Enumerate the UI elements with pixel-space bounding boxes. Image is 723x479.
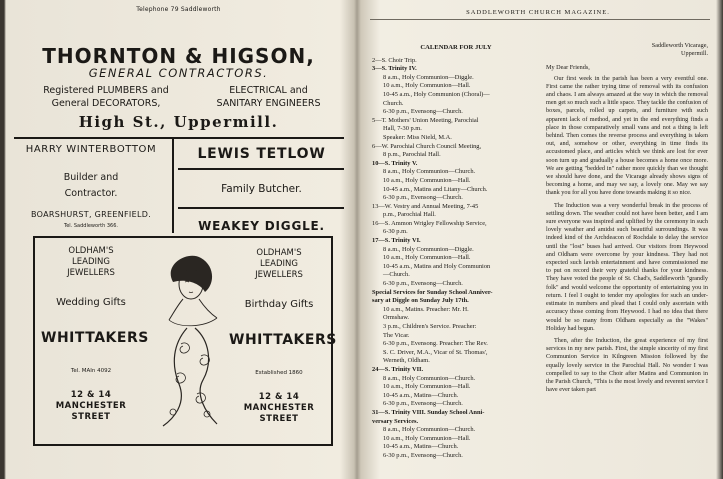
calendar-line: Church. xyxy=(383,99,404,107)
address-line: 12 & 14 xyxy=(258,392,300,402)
letter-paragraph: Our first week in the parish has been a very eventful one. First came the rather trying time of removal with its confusion and chaos. I am always amazed at the way in which the removal men get so much such a little space. They tackle the confusion of boxes, parcels, rolled up carpets, and furniture with such apparent lack of method, and yet in the end everything finds a place in those comparatively small vans and not a thing is left behind. Then comes the reverse process and everything is taken out, and, somehow or other, everything in time finds its accustomed place, and articles which we think are lost for ever soon turn up and gradually a house becomes a home once more. We are getting "bedded in" rather more quickly than we thought we should have done, and the Vicarage already shows signs of becoming a home, and may we say, a lovely one. May we say thank you for all you have done towards making it so nice. xyxy=(546,74,708,197)
calendar-line: 10 a.m., Matins. Preacher: Mr. H. xyxy=(383,305,469,313)
address-line: 12 & 14 xyxy=(70,390,112,400)
calendar-line: 8 a.m., Holy Communion—Church. xyxy=(383,374,476,382)
wedding-gifts: Wedding Gifts xyxy=(56,297,126,308)
calendar-line: 10-45 a.m., Matins—Church. xyxy=(383,391,459,399)
calendar-line: 16—S. Ammon Wrigley Fellowship Service, xyxy=(372,219,487,227)
tetlow-name: LEWIS TETLOW xyxy=(197,146,326,162)
winterbottom-trade xyxy=(16,170,166,202)
calendar-line: 10-45 a.m., Matins and Holy Communion xyxy=(383,262,491,270)
whittakers-left-col xyxy=(41,246,149,423)
calendar-line: 10-45 a.m., Holy Communion (Choral)— xyxy=(383,90,490,98)
calendar-line: 8 a.m., Holy Communion—Church. xyxy=(383,168,476,176)
electrical-sanitary xyxy=(196,84,341,110)
calendar-line: 10-45 a.m., Matins and Litany—Church. xyxy=(383,185,488,193)
calendar-line: 8 a.m., Holy Communion—Diggle. xyxy=(383,245,474,253)
jewellers-line: JEWELLERS xyxy=(67,268,115,278)
divider-vertical xyxy=(172,139,174,233)
calendar-line: 10 a.m., Holy Communion—Hall. xyxy=(383,434,471,442)
calendar-line: 3—S. Trinity IV. xyxy=(372,65,417,73)
letter-paragraph: Then, after the Induction, the great experience of my first services in my new parish. First, the simple sincerity of my first Communion Service in Kilngreen Mission followed by the equally lovely service in the Parochial Hall. No wonder I was compelled to say to the Choir after Matins and Communion in the Parish Church, "This is the most lovely and reverent service I have ever taken part xyxy=(546,336,708,394)
calendar-line: 6—W. Parochial Church Council Meeting, xyxy=(372,142,482,150)
winterbottom-name: HARRY WINTERBOTTOM xyxy=(25,144,157,155)
plumbers-decorators xyxy=(36,84,176,110)
whittakers-brand: WHITTAKERS xyxy=(229,332,337,348)
sanitary-line: SANITARY ENGINEERS xyxy=(216,98,321,109)
uppermill-street: High St., Uppermill. xyxy=(78,113,279,131)
calendar-line: Werneth, Oldham. xyxy=(383,357,430,365)
calendar-line: 8 a.m., Holy Communion—Diggle. xyxy=(383,73,474,81)
calendar-line: Special Services for Sunday School Anniver- xyxy=(372,288,493,296)
calendar-line: 6-30 p.m., Evensong—Church. xyxy=(383,400,463,408)
tetlow-trade: Family Butcher. xyxy=(221,183,302,195)
calendar-line: 6-30 p.m., Evensong—Church. xyxy=(383,280,463,288)
jewellers-line: LEADING xyxy=(72,257,110,267)
calendar-line: Ormshaw. xyxy=(383,314,410,322)
address-line: MANCHESTER xyxy=(55,401,127,411)
vicarage-town: Uppermill. xyxy=(681,50,708,58)
calendar-line: 17—S. Trinity VI. xyxy=(372,237,421,245)
calendar-column xyxy=(372,44,540,461)
calendar-line: The Vicar. xyxy=(383,331,410,339)
plumbers-line: Registered PLUMBERS and xyxy=(43,85,169,96)
winterbottom-address: BOARSHURST, GREENFIELD. xyxy=(30,210,152,219)
calendar-line: 2—S. Choir Trip. xyxy=(372,56,417,64)
calendar-line: 10 a.m., Holy Communion—Hall. xyxy=(383,176,471,184)
calendar-line: 6-30 p.m., Evensong—Church. xyxy=(383,451,463,459)
calendar-line: sary at Diggle on Sunday July 17th. xyxy=(372,297,469,305)
calendar-line: 10—S. Trinity V. xyxy=(372,159,418,167)
telephone-line: Telephone 79 Saddleworth xyxy=(136,6,221,13)
calendar-line: 10 a.m., Holy Communion—Hall. xyxy=(383,254,471,262)
calendar-line: versary Services. xyxy=(372,417,419,425)
vicar-letter xyxy=(546,42,708,394)
vicarage-address: Saddleworth Vicarage, xyxy=(651,42,708,49)
calendar-line: 6-30 p.m. xyxy=(383,228,408,236)
running-head-rule xyxy=(370,19,710,20)
jewellers-line: LEADING xyxy=(260,259,298,269)
calendar-line: p.m., Parochial Hall. xyxy=(383,211,436,219)
jewellers-line: OLDHAM'S xyxy=(256,248,302,258)
established-date: Established 1860 xyxy=(255,370,303,376)
weakey-diggle: WEAKEY DIGGLE. xyxy=(198,219,325,233)
lady-illustration xyxy=(143,244,231,434)
calendar-line: 3 p.m., Children's Service. Preacher: xyxy=(383,323,477,330)
calendar-line: 10 a.m., Holy Communion—Hall. xyxy=(383,383,471,391)
electrical-line: ELECTRICAL and xyxy=(229,85,308,96)
calendar-line: S. C. Driver, M.A., Vicar of St. Thomas', xyxy=(383,348,488,356)
advertisements-page xyxy=(6,0,351,479)
contractor-line: Contractor. xyxy=(64,188,118,199)
divider-butcher xyxy=(178,207,344,209)
calendar-line: 5—T. Mothers' Union Meeting, Parochial xyxy=(372,116,479,124)
letter-body xyxy=(546,75,708,395)
calendar-line: —Church. xyxy=(383,271,410,279)
calendar-line: 6-30 p.m., Evensong—Church. xyxy=(383,194,463,202)
whittakers-brand: WHITTAKERS xyxy=(41,330,149,346)
calendar-line: 6-30 p.m., Evensong. Preacher: The Rev. xyxy=(383,340,488,348)
divider-tetlow xyxy=(178,168,344,170)
calendar-line: 10-45 a.m., Matins—Church. xyxy=(383,443,459,451)
birthday-gifts: Birthday Gifts xyxy=(244,299,314,310)
whittakers-right-col xyxy=(229,248,337,425)
address-line: STREET xyxy=(71,412,111,422)
address-line: MANCHESTER xyxy=(243,403,315,413)
general-contractors: GENERAL CONTRACTORS. xyxy=(88,66,269,80)
calendar-line: Speaker: Miss Nield, M.A. xyxy=(383,133,452,141)
calendar-line: 8 p.m., Parochial Hall. xyxy=(383,151,441,159)
jewellers-line: OLDHAM'S xyxy=(68,246,114,256)
calendar-line: 13—W. Vestry and Annual Meeting, 7-45 xyxy=(372,202,479,210)
decorators-line: General DECORATORS, xyxy=(51,98,161,109)
thornton-higson-name: THORNTON & HIGSON, xyxy=(42,44,315,68)
calendar-entries xyxy=(372,57,540,461)
calendar-line: 8 a.m., Holy Communion—Church. xyxy=(383,426,476,434)
calendar-heading: CALENDAR FOR JULY xyxy=(420,44,492,51)
winterbottom-tel: Tel. Saddleworth 366. xyxy=(64,223,118,229)
builder-line: Builder and xyxy=(63,172,119,183)
whittakers-ad xyxy=(33,236,337,446)
calendar-line: 31—S. Trinity VIII. Sunday School Anni- xyxy=(372,408,485,416)
running-head: SADDLEWORTH CHURCH MAGAZINE. xyxy=(466,9,610,16)
salutation: My Dear Friends, xyxy=(546,64,590,72)
letter-paragraph: The Induction was a very wonderful break in the process of settling down. The weather could not have been better, and I am sure everyone was inspired and uplifted by the ceremony in such lovely weather and amidst such beautiful surroundings. It was indeed kind of the Archdeacon of Rochdale to delay the service until the "lost" buses had arrived. Our visitors from Heywood and Oldham were overcome by your kindness. They had not expected such lavish entertainment and have commissioned me to put on record their very grateful thanks for your kindness. They have voted the people of St. Chad's, Saddleworth "grandly folk" and would welcome the opportunity of entertaining you in return. I feel I ought to tender my apologies for such an under-estimate in numbers and plead that I could only ascertain with accuracy those coming from Heywood. I had no idea that there would be so many from Oldham especially as the "Wakes" Holiday had begun. xyxy=(546,201,708,332)
calendar-line: 6-30 p.m., Evensong—Church. xyxy=(383,108,463,116)
whittakers-tel: Tel. MAIn 4092 xyxy=(70,368,112,374)
calendar-line: 10 a.m., Holy Communion—Hall. xyxy=(383,82,471,90)
church-magazine-page xyxy=(360,0,716,479)
calendar-line: 24—S. Trinity VII. xyxy=(372,365,424,373)
calendar-line: Hall, 7-30 p.m. xyxy=(383,125,422,133)
jewellers-line: JEWELLERS xyxy=(255,270,303,280)
divider-horizontal xyxy=(14,137,344,139)
address-line: STREET xyxy=(259,414,299,424)
